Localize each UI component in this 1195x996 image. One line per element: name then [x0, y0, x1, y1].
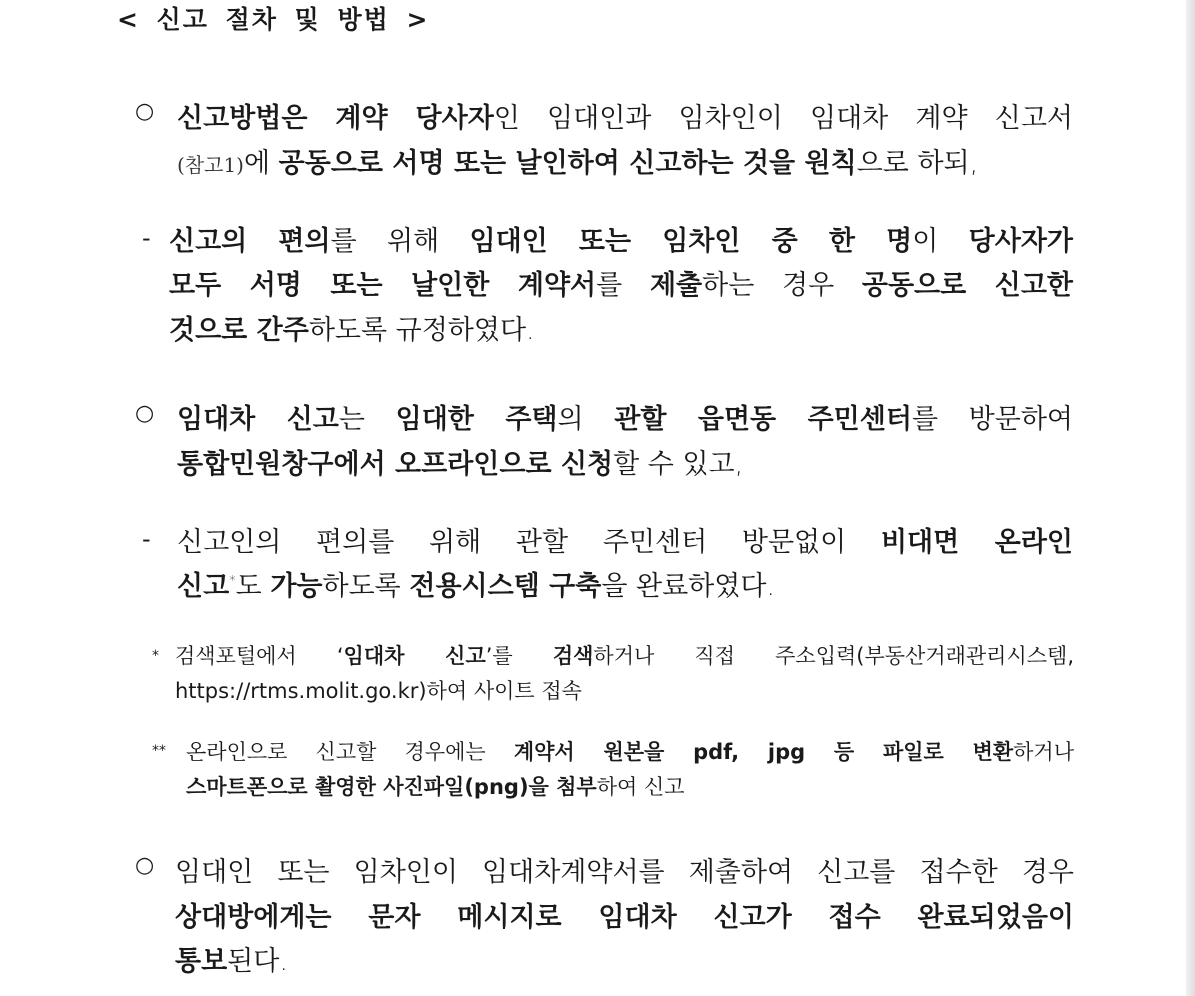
text-line: 임대차 신고는 임대한 주택의 관할 읍면동 주민센터를 방문하여 — [177, 404, 1073, 435]
circle-bullet-icon: ○ — [135, 401, 155, 426]
dash-marker: - — [142, 525, 151, 553]
text-line: 신고인의 편의를 위해 관할 주민센터 방문없이 비대면 온라인 — [177, 527, 1073, 558]
text-line: 검색포털에서 ‘임대차 신고’를 검색하거나 직접 주소입력(부동산거래관리시스템, — [175, 644, 1074, 668]
text-line: 스마트폰으로 촬영한 사진파일(png)을 첨부하여 신고 — [186, 775, 685, 799]
text-line: 신고방법은 계약 당사자인 임대인과 임차인이 임대차 계약 신고서 — [177, 103, 1073, 134]
site-url: https://rtms.molit.go.kr)하여 사이트 접속 — [175, 679, 582, 703]
text-line: 것으로 간주하도록 규정하였다. — [169, 315, 535, 346]
text-line: 통합민원창구에서 오프라인으로 신청할 수 있고, — [177, 449, 744, 480]
dash-marker: - — [142, 224, 151, 252]
text-line: 통보된다. — [175, 946, 288, 977]
text-line: 상대방에게는 문자 메시지로 임대차 신고가 접수 완료되었음이 — [175, 902, 1074, 933]
text-line: 임대인 또는 임차인이 임대차계약서를 제출하여 신고를 접수한 경우 — [175, 857, 1074, 888]
text-line: 신고*도 가능하도록 전용시스템 구축을 완료하였다. — [177, 571, 776, 602]
text-line: 신고의 편의를 위해 임대인 또는 임차인 중 한 명이 당사자가 — [169, 226, 1073, 257]
asterisk-marker: * — [152, 648, 159, 664]
circle-bullet-icon: ○ — [135, 99, 155, 124]
circle-bullet-icon: ○ — [135, 853, 155, 878]
text-line: 모두 서명 또는 날인한 계약서를 제출하는 경우 공동으로 신고한 — [169, 270, 1073, 301]
page-edge-shadow — [1186, 0, 1195, 996]
footnote-star: * — [229, 574, 236, 589]
page-title: < 신고 절차 및 방법 > — [117, 5, 430, 34]
text-line: (참고1)에 공동으로 서명 또는 날인하여 신고하는 것을 원칙으로 하되, — [177, 148, 979, 179]
double-asterisk-marker: ** — [152, 743, 166, 759]
text-line: 온라인으로 신고할 경우에는 계약서 원본을 pdf, jpg 등 파일로 변환하거나 — [186, 740, 1074, 764]
